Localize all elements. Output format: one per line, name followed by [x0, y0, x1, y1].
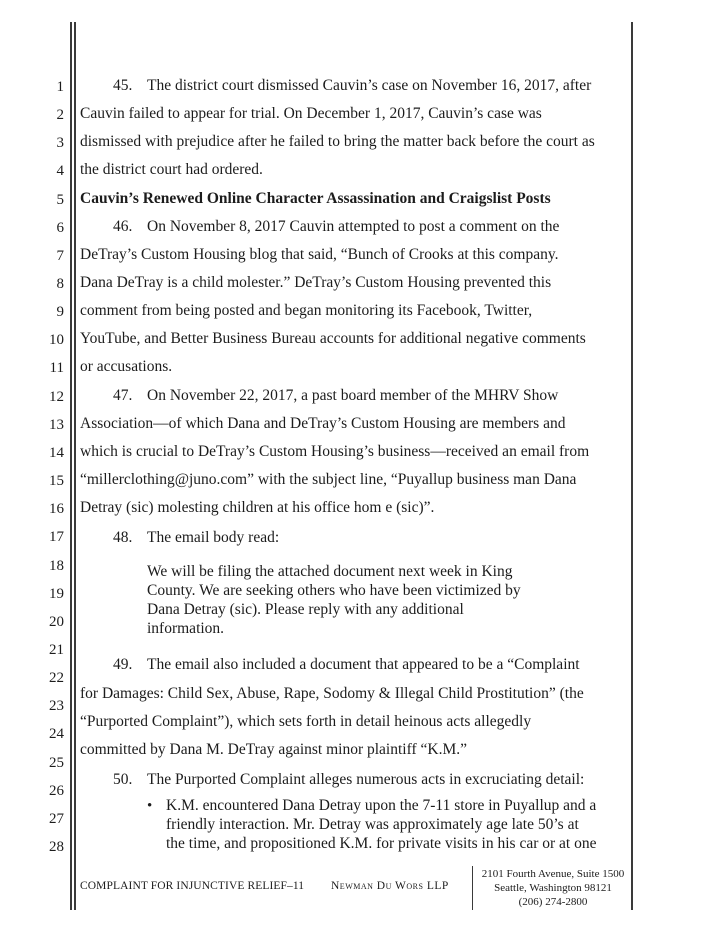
text-line: Association—of which Dana and DeTray’s Custom Housing are members and — [80, 415, 566, 432]
line-number: 26 — [49, 783, 64, 799]
line-number: 8 — [56, 276, 64, 292]
quote-line: information. — [147, 620, 225, 637]
text-line: “Purported Complaint”), which sets forth in detail heinous acts allegedly — [80, 713, 532, 730]
line-number: 4 — [56, 163, 64, 179]
left-margin-rule-inner — [74, 22, 76, 910]
line-number: 1 — [56, 79, 64, 95]
bullet-icon: • — [147, 798, 153, 814]
text-line: 47. On November 22, 2017, a past board member of the MHRV Show — [113, 387, 559, 404]
bullet-line: the time, and propositioned K.M. for private visits in his car or at one — [166, 835, 597, 852]
text-line: dismissed with prejudice after he failed to bring the matter back before the court as — [80, 133, 595, 150]
paragraph-number: 50. — [113, 771, 133, 788]
text-line: committed by Dana M. DeTray against minor plaintiff “K.M.” — [80, 741, 468, 758]
bullet-line: friendly interaction. Mr. Detray was approximately age late 50’s at — [166, 816, 579, 833]
section-heading: Cauvin’s Renewed Online Character Assassination and Craigslist Posts — [80, 190, 551, 207]
text-line: the district court had ordered. — [80, 161, 263, 178]
paragraph-number: 45. — [113, 77, 133, 94]
footer-document-title: COMPLAINT FOR INJUNCTIVE RELIEF–11 — [80, 880, 305, 892]
line-number: 17 — [49, 529, 64, 545]
line-number: 25 — [49, 755, 64, 771]
text-line: comment from being posted and began monitoring its Facebook, Twitter, — [80, 302, 533, 319]
text-line: Cauvin failed to appear for trial. On December 1, 2017, Cauvin’s case was — [80, 105, 542, 122]
line-number: 11 — [49, 360, 64, 376]
line-number: 12 — [49, 389, 64, 405]
text-line: Detray (sic) molesting children at his office hom e (sic)”. — [80, 499, 435, 516]
right-margin-rule — [631, 22, 633, 910]
quote-line: We will be filing the attached document next week in King — [147, 563, 513, 580]
line-number: 24 — [49, 726, 64, 742]
footer-address-line: Seattle, Washington 98121 — [494, 882, 612, 894]
line-number: 18 — [49, 558, 64, 574]
left-margin-rule-outer — [70, 22, 72, 910]
text-line: 48. The email body read: — [113, 529, 280, 546]
text-line: 50. The Purported Complaint alleges numerous acts in excruciating detail: — [113, 771, 585, 788]
text-line: for Damages: Child Sex, Abuse, Rape, Sodomy & Illegal Child Prostitution” (the — [80, 685, 584, 702]
text-line: 45. The district court dismissed Cauvin’s case on November 16, 2017, after — [113, 77, 592, 94]
line-number: 7 — [56, 248, 64, 264]
line-number: 28 — [49, 839, 64, 855]
line-number: 2 — [56, 107, 64, 123]
footer-address-line: 2101 Fourth Avenue, Suite 1500 — [481, 868, 625, 880]
line-number: 21 — [49, 642, 64, 658]
line-number: 19 — [49, 586, 64, 602]
text-line: YouTube, and Better Business Bureau accounts for additional negative comments — [80, 330, 586, 347]
paragraph-number: 47. — [113, 387, 133, 404]
quote-line: Dana Detray (sic). Please reply with any additional — [147, 601, 464, 618]
line-number: 14 — [49, 445, 64, 461]
text-line: DeTray’s Custom Housing blog that said, “Bunch of Crooks at this company. — [80, 246, 559, 263]
text-line: 49. The email also included a document that appeared to be a “Complaint — [113, 656, 580, 673]
bullet-line: K.M. encountered Dana Detray upon the 7-11 store in Puyallup and a — [166, 797, 597, 814]
line-number: 22 — [49, 670, 64, 686]
paragraph-number: 49. — [113, 656, 133, 673]
text-line: “millerclothing@juno.com” with the subject line, “Puyallup business man Dana — [80, 471, 577, 488]
footer-firm-name: Newman Du Wors LLP — [331, 880, 449, 892]
line-number: 23 — [49, 698, 64, 714]
quote-line: County. We are seeking others who have been victimized by — [147, 582, 521, 599]
line-number: 20 — [49, 614, 64, 630]
text-line: 46. On November 8, 2017 Cauvin attempted to post a comment on the — [113, 218, 560, 235]
line-number: 9 — [56, 304, 64, 320]
line-number: 3 — [56, 135, 64, 151]
line-number: 10 — [49, 332, 64, 348]
line-number: 5 — [56, 192, 64, 208]
text-line: Dana DeTray is a child molester.” DeTray’s Custom Housing prevented this — [80, 274, 552, 291]
line-number: 16 — [49, 501, 64, 517]
paragraph-number: 48. — [113, 529, 133, 546]
text-line: which is crucial to DeTray’s Custom Housing’s business—received an email from — [80, 443, 590, 460]
line-number: 6 — [56, 220, 64, 236]
footer-phone: (206) 274-2800 — [518, 896, 588, 908]
line-number: 13 — [49, 417, 64, 433]
line-number: 27 — [49, 811, 64, 827]
line-number: 15 — [49, 473, 64, 489]
footer-divider — [472, 866, 473, 910]
paragraph-number: 46. — [113, 218, 133, 235]
text-line: or accusations. — [80, 358, 173, 375]
